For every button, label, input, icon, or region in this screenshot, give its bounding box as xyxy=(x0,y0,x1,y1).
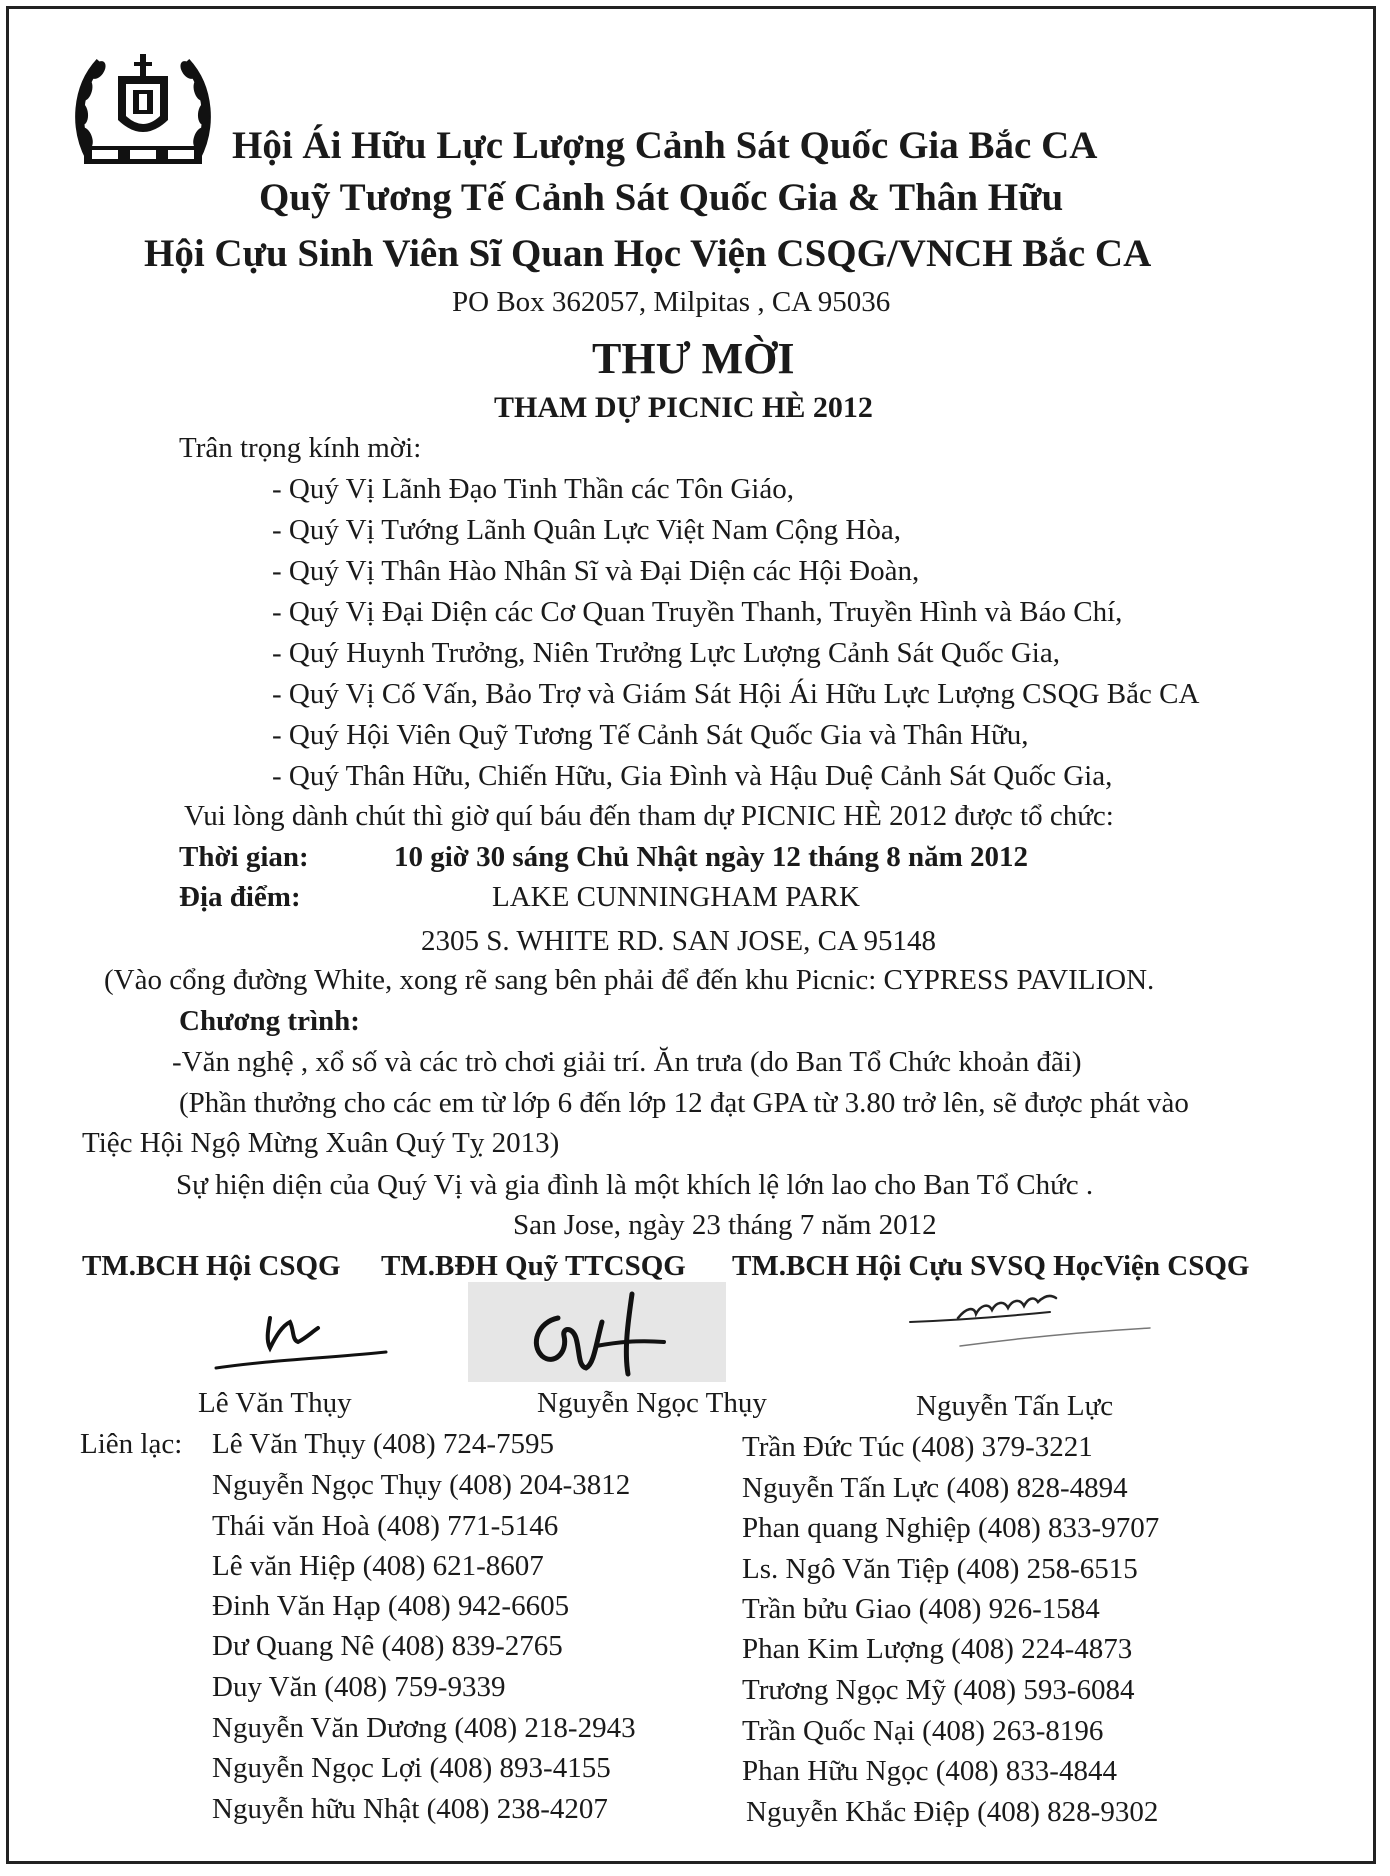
signature-1 xyxy=(210,1300,390,1380)
program-line: (Phần thưởng cho các em từ lớp 6 đến lớp 12 đạt GPA từ 3.80 trở lên, sẽ được phát vào xyxy=(179,1087,1189,1119)
signatory-name-2: Nguyễn Ngọc Thụy xyxy=(537,1387,767,1419)
invitee-line: - Quý Huynh Trưởng, Niên Trưởng Lực Lượng Cảnh Sát Quốc Gia, xyxy=(272,637,1060,669)
contact-entry: Nguyễn hữu Nhật (408) 238-4207 xyxy=(212,1793,608,1825)
invitee-line: - Quý Vị Tướng Lãnh Quân Lực Việt Nam Cộng Hòa, xyxy=(272,514,901,546)
date-line: San Jose, ngày 23 tháng 7 năm 2012 xyxy=(513,1209,937,1241)
invitee-line: - Quý Hội Viên Quỹ Tương Tế Cảnh Sát Quốc Gia và Thân Hữu, xyxy=(272,719,1029,751)
police-emblem-icon xyxy=(70,48,216,168)
signatory-org-3: TM.BCH Hội Cựu SVSQ HọcViện CSQG xyxy=(732,1250,1250,1282)
contact-entry: Phan Hữu Ngọc (408) 833-4844 xyxy=(742,1755,1117,1787)
document-subtitle: THAM DỰ PICNIC HÈ 2012 xyxy=(494,391,873,424)
contacts-label: Liên lạc: xyxy=(80,1428,183,1460)
document-title: THƯ MỜI xyxy=(592,334,795,383)
contact-entry: Trần Đức Túc (408) 379-3221 xyxy=(742,1431,1093,1463)
invitee-line: - Quý Vị Cố Vấn, Bảo Trợ và Giám Sát Hội Ái Hữu Lực Lượng CSQG Bắc CA xyxy=(272,678,1200,710)
location-label: Địa điểm: xyxy=(179,881,301,913)
contact-entry: Nguyễn Ngọc Lợi (408) 893-4155 xyxy=(212,1752,611,1784)
program-line: -Văn nghệ , xổ số và các trò chơi giải trí. Ăn trưa (do Ban Tổ Chức khoản đãi) xyxy=(172,1046,1082,1078)
time-value: 10 giờ 30 sáng Chủ Nhật ngày 12 tháng 8 năm 2012 xyxy=(394,841,1029,873)
signatory-name-1: Lê Văn Thụy xyxy=(198,1387,352,1419)
signature-2 xyxy=(468,1282,726,1382)
contact-entry: Nguyễn Khắc Điệp (408) 828-9302 xyxy=(746,1796,1159,1828)
invitation-request: Vui lòng dành chút thì giờ quí báu đến tham dự PICNIC HÈ 2012 được tổ chức: xyxy=(184,800,1114,832)
invitee-line: - Quý Vị Thân Hào Nhân Sĩ và Đại Diện các Hội Đoàn, xyxy=(272,555,920,587)
time-label: Thời gian: xyxy=(179,841,309,873)
program-line: Tiệc Hội Ngộ Mừng Xuân Quý Tỵ 2013) xyxy=(82,1127,560,1159)
signatory-org-2: TM.BĐH Quỹ TTCSQG xyxy=(381,1250,686,1282)
greeting: Trân trọng kính mời: xyxy=(179,432,422,464)
contact-entry: Trần bửu Giao (408) 926-1584 xyxy=(742,1593,1100,1625)
contact-entry: Thái văn Hoà (408) 771-5146 xyxy=(212,1510,559,1542)
contact-entry: Phan Kim Lượng (408) 224-4873 xyxy=(742,1633,1133,1665)
org-name-line-2: Quỹ Tương Tế Cảnh Sát Quốc Gia & Thân Hữu xyxy=(259,176,1064,219)
contact-entry: Nguyễn Tấn Lực (408) 828-4894 xyxy=(742,1472,1128,1504)
invitee-line: - Quý Vị Đại Diện các Cơ Quan Truyền Thanh, Truyền Hình và Báo Chí, xyxy=(272,596,1123,628)
contact-entry: Nguyễn Ngọc Thụy (408) 204-3812 xyxy=(212,1469,631,1501)
invitee-line: - Quý Vị Lãnh Đạo Tinh Thần các Tôn Giáo, xyxy=(272,473,794,505)
contact-entry: Lê văn Hiệp (408) 621-8607 xyxy=(212,1550,544,1582)
signatory-org-1: TM.BCH Hội CSQG xyxy=(82,1250,341,1282)
location-address: 2305 S. WHITE RD. SAN JOSE, CA 95148 xyxy=(421,925,937,957)
location-name: LAKE CUNNINGHAM PARK xyxy=(492,881,860,913)
location-directions: (Vào cổng đường White, xong rẽ sang bên phải để đến khu Picnic: CYPRESS PAVILION. xyxy=(104,964,1155,996)
contact-entry: Lê Văn Thụy (408) 724-7595 xyxy=(212,1428,555,1460)
contact-entry: Dư Quang Nê (408) 839-2765 xyxy=(212,1630,563,1662)
signature-3 xyxy=(900,1292,1160,1352)
mailing-address: PO Box 362057, Milpitas , CA 95036 xyxy=(452,286,891,318)
org-name-line-3: Hội Cựu Sinh Viên Sĩ Quan Học Viện CSQG/VNCH Bắc CA xyxy=(144,232,1152,275)
program-label: Chương trình: xyxy=(179,1005,360,1037)
signatory-name-3: Nguyễn Tấn Lực xyxy=(916,1390,1114,1422)
contact-entry: Phan quang Nghiệp (408) 833-9707 xyxy=(742,1512,1160,1544)
contact-entry: Trương Ngọc Mỹ (408) 593-6084 xyxy=(742,1674,1135,1706)
contact-entry: Duy Văn (408) 759-9339 xyxy=(212,1671,506,1703)
contact-entry: Đinh Văn Hạp (408) 942-6605 xyxy=(212,1590,570,1622)
contact-entry: Trần Quốc Nại (408) 263-8196 xyxy=(742,1715,1104,1747)
org-name-line-1: Hội Ái Hữu Lực Lượng Cảnh Sát Quốc Gia Bắc CA xyxy=(232,124,1098,167)
contact-entry: Nguyễn Văn Dương (408) 218-2943 xyxy=(212,1712,636,1744)
invitee-line: - Quý Thân Hữu, Chiến Hữu, Gia Đình và Hậu Duệ Cảnh Sát Quốc Gia, xyxy=(272,760,1113,792)
contact-entry: Ls. Ngô Văn Tiệp (408) 258-6515 xyxy=(742,1553,1138,1585)
closing-remark: Sự hiện diện của Quý Vị và gia đình là một khích lệ lớn lao cho Ban Tổ Chức . xyxy=(176,1169,1094,1201)
